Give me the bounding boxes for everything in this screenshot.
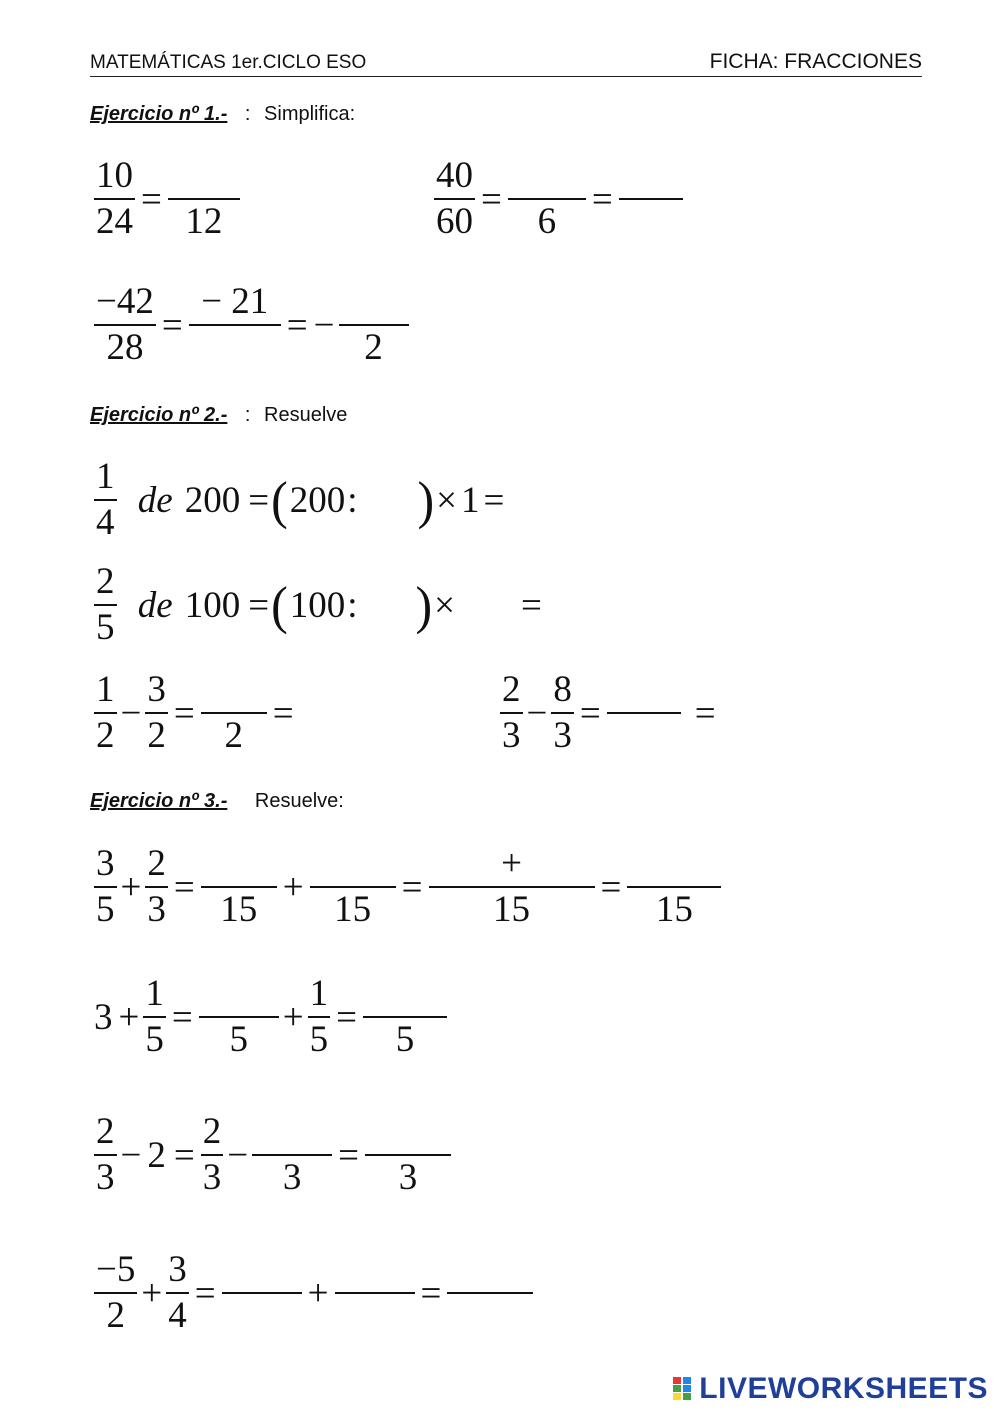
answer-blank[interactable]: 2: [339, 280, 409, 370]
ex3-a-equation: $\frac{3}{5}$ + $\frac{2}{3}$ = 15 + 15 = + 15 = 15: [94, 842, 721, 932]
exercise-1-title: Ejercicio nº 1.-: [90, 103, 228, 125]
answer-blank[interactable]: 15: [310, 842, 396, 932]
exercise-2-heading: Ejercicio nº 2.- : Resuelve: [90, 404, 348, 426]
ex1-b-equation: $\frac{40}{60}$ = 6 =: [434, 154, 683, 244]
answer-blank[interactable]: + 15: [429, 842, 595, 932]
ex3-d-equation: $\frac{-5}{2}$ + $\frac{3}{4}$ = + =: [94, 1248, 533, 1338]
answer-blank[interactable]: 5: [199, 972, 279, 1062]
answer-blank[interactable]: 15: [201, 842, 277, 932]
answer-blank[interactable]: 5: [363, 972, 447, 1062]
liveworksheets-logo: LIVEWORKSHEETS: [673, 1372, 988, 1406]
ex3-b-equation: 3 + $\frac{1}{5}$ = 5 + $\frac{1}{5}$ = 5: [94, 972, 447, 1062]
answer-blank[interactable]: 12: [168, 154, 240, 244]
ex2-a-equation: $\frac{1}{4}$ de 200 =(200: )× 1 =: [96, 456, 505, 543]
answer-blank[interactable]: [335, 1248, 415, 1338]
ex2-b-equation: $\frac{2}{5}$ de 100 =(100: )× =: [96, 561, 542, 648]
answer-blank[interactable]: − 21: [189, 280, 281, 370]
ex3-c-equation: $\frac{2}{3}$ − 2 = $\frac{2}{3}$ − 3 = 3: [94, 1110, 451, 1200]
exercise-3-title: Ejercicio nº 3.-: [90, 790, 228, 812]
answer-blank[interactable]: [619, 154, 683, 244]
liveworksheets-icon: [673, 1377, 695, 1401]
exercise-2-title: Ejercicio nº 2.-: [90, 404, 228, 426]
ex1-c-equation: $\frac{-42}{28}$ = − 21 = − 2: [94, 280, 409, 370]
answer-blank[interactable]: 2: [201, 668, 267, 758]
answer-blank[interactable]: [222, 1248, 302, 1338]
answer-blank[interactable]: [447, 1248, 533, 1338]
answer-blank[interactable]: 3: [252, 1110, 332, 1200]
exercise-3-instruction: Resuelve:: [254, 790, 344, 812]
exercise-1-instruction: Simplifica:: [264, 103, 356, 125]
ex1-a-equation: $\frac{10}{24}$ = 12: [94, 154, 240, 244]
answer-blank[interactable]: 3: [365, 1110, 451, 1200]
answer-blank[interactable]: 15: [627, 842, 721, 932]
worksheet-title: FICHA: FRACCIONES: [709, 50, 922, 73]
answer-blank[interactable]: 6: [508, 154, 586, 244]
exercise-3-heading: [90, 790, 344, 813]
course-title: MATEMÁTICAS 1er.CICLO ESO: [90, 52, 367, 73]
exercise-2-instruction: Resuelve: [264, 404, 348, 426]
ex2-d-equation: $\frac{2}{3}$ − $\frac{8}{3}$ = =: [502, 669, 716, 756]
answer-blank[interactable]: [607, 668, 681, 758]
ex2-c-equation: $\frac{1}{2}$ − $\frac{3}{2}$ = 2 =: [96, 669, 294, 756]
page-header: [90, 50, 922, 77]
exercise-1-heading: Ejercicio nº 1.- : Simplifica:: [90, 103, 356, 125]
